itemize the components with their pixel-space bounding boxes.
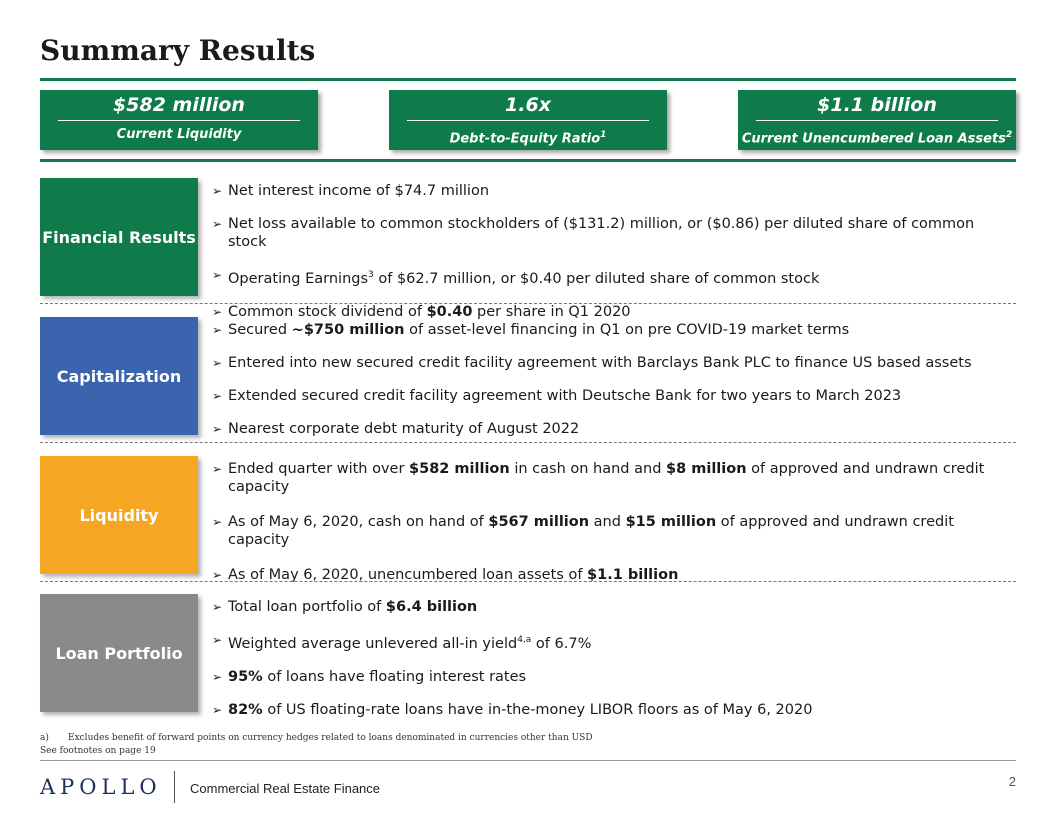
bullet-item: ➢ 95% of loans have floating interest rates (212, 668, 527, 685)
section-divider (40, 581, 1016, 582)
page-number: 2 (1008, 774, 1016, 789)
bullet-item: ➢ Operating Earnings$^3$ of $62.7 million, or $0.40 per diluted share of common stock (212, 268, 820, 287)
bullet-item: ➢ Weighted average unlevered all-in yield$^{4,a}$ of 6.7% (212, 633, 592, 652)
bullet-item: ➢ Secured ~$750 million of asset-level financing in Q1 on pre COVID-19 market terms (212, 322, 850, 338)
section-divider (40, 303, 1016, 304)
footnote-ref: 2 (1005, 130, 1013, 140)
footer-tagline: Commercial Real Estate Finance (190, 781, 381, 796)
bullet-list (212, 460, 992, 584)
bullet-item: ➢ 82% of US floating-rate loans have in-the-money LIBOR floors as of May 6, 2020 (212, 701, 813, 718)
bullet-list (212, 321, 1012, 438)
kpi-rule (40, 159, 1016, 162)
bullet-item: ➢ Extended secured credit facility agreement with Deutsche Bank for two years to March 2023 (212, 388, 902, 404)
arrow-bullet-icon: ➢ (212, 633, 223, 647)
kpi-value: $582 million (113, 94, 245, 116)
bullet-item: ➢ As of May 6, 2020, unencumbered loan assets of $1.1 billion (212, 567, 679, 583)
section-label-financial-results: Financial Results (40, 178, 198, 296)
arrow-bullet-icon: ➢ (212, 389, 223, 403)
page-title: Summary Results (40, 34, 316, 67)
logo-divider (174, 771, 175, 803)
kpi-divider (756, 120, 998, 121)
arrow-bullet-icon: ➢ (212, 702, 223, 717)
arrow-bullet-icon: ➢ (212, 323, 223, 337)
kpi-debt-to-equity (389, 90, 667, 150)
bullet-item: ➢ Entered into new secured credit facility agreement with Barclays Bank PLC to finance US based assets (212, 355, 972, 371)
kpi-divider (58, 120, 300, 121)
kpi-label: Debt-to-Equity Ratio$^1$ (449, 130, 607, 147)
bullet-item: ➢ Nearest corporate debt maturity of August 2022 (212, 421, 580, 437)
see-footnotes: See footnotes on page 19 (40, 746, 156, 756)
kpi-label: Current Unencumbered Loan Assets$^2$ (741, 130, 1013, 147)
section-divider (40, 442, 1016, 443)
arrow-bullet-icon: ➢ (212, 217, 223, 231)
bullet-item: ➢ Total loan portfolio of $6.4 billion (212, 599, 478, 615)
footer-rule (40, 760, 1016, 761)
arrow-bullet-icon: ➢ (212, 515, 223, 529)
footnote-ref: 1 (600, 130, 607, 140)
apollo-logo: APOLLO (40, 775, 162, 799)
arrow-bullet-icon: ➢ (212, 568, 223, 582)
kpi-value: $1.1 billion (817, 94, 937, 116)
bullet-item: ➢ Net interest income of $74.7 million (212, 183, 490, 199)
footnote: a) Excludes benefit of forward points on currency hedges related to loans denominated in currencies other than USD (40, 733, 593, 743)
arrow-bullet-icon: ➢ (212, 462, 223, 476)
section-label-loan-portfolio: Loan Portfolio (40, 594, 198, 712)
bullet-item: ➢ Ended quarter with over $582 million in cash on hand and $8 million of approved and undrawn credit capacity (212, 461, 985, 495)
kpi-label: Current Liquidity (116, 127, 242, 142)
bullet-list (212, 182, 1012, 321)
kpi-current-liquidity (40, 90, 318, 150)
arrow-bullet-icon: ➢ (212, 356, 223, 370)
arrow-bullet-icon: ➢ (212, 268, 223, 282)
section-label-liquidity: Liquidity (40, 456, 198, 574)
arrow-bullet-icon: ➢ (212, 669, 223, 684)
bullet-item: ➢ Net loss available to common stockholders of ($131.2) million, or ($0.86) per diluted share of common stock (212, 216, 975, 250)
kpi-unencumbered-loan-assets (738, 90, 1016, 150)
section-label-capitalization: Capitalization (40, 317, 198, 435)
arrow-bullet-icon: ➢ (212, 422, 223, 436)
bullet-item: ➢ As of May 6, 2020, cash on hand of $567 million and $15 million of approved and undrawn credit capacity (212, 514, 954, 548)
bullet-item: ➢ Common stock dividend of $0.40 per share in Q1 2020 (212, 303, 631, 320)
bullet-list (212, 598, 1012, 719)
arrow-bullet-icon: ➢ (212, 184, 223, 198)
kpi-value: 1.6x (505, 94, 551, 116)
kpi-divider (407, 120, 649, 121)
arrow-bullet-icon: ➢ (212, 304, 223, 319)
arrow-bullet-icon: ➢ (212, 600, 223, 614)
title-rule (40, 78, 1016, 81)
